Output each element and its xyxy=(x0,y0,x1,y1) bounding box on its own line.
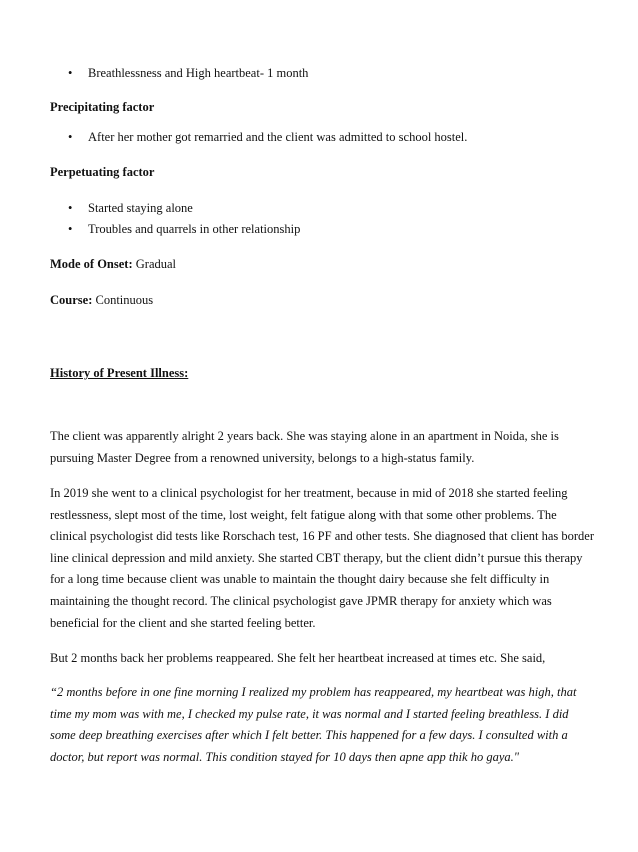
course-label: Course: xyxy=(50,293,93,307)
mode-of-onset xyxy=(50,256,594,272)
paragraph: In 2019 she went to a clinical psychologist for her treatment, because in mid of 2018 she started feeling restlessness, slept most of the time, lost weight, felt fatigue along with that some other problems. The clinical psychologist did tests like Rorschach test, 16 PF and other tests. She diagnosed that client has border line clinical depression and mild anxiety. She started CBT therapy, but the client didn’t pursue this therapy for a long time because client was unable to maintain the thought dairy because she felt difficulty in maintaining the thought record. The clinical psychologist gave JPMR therapy for anxiety which was beneficial for the client and she started feeling better. xyxy=(50,486,595,630)
history-title: History of Present Illness: xyxy=(50,366,189,380)
list-item xyxy=(68,65,594,81)
paragraph: The client was apparently alright 2 years back. She was staying alone in an apartment in Noida, she is pursuing Master Degree from a renowned university, belongs to a high-status family. xyxy=(50,429,559,465)
bullet-text: After her mother got remarried and the client was admitted to school hostel. xyxy=(88,130,468,144)
list-item xyxy=(68,129,594,145)
bullet-icon: • xyxy=(68,222,73,236)
patient-quote: “2 months before in one fine morning I realized my problem has reappeared, my heartbeat was high, that time my mom was with me, I checked my pulse rate, it was normal and I started feeling breathless. I did some deep breathing exercises after which I felt better. This happened for a few days. I consulted with a doctor, but report was normal. This condition stayed for 10 days then apne app thik ho gaya." xyxy=(50,685,577,764)
bullet-icon: • xyxy=(68,201,73,215)
bullet-text: Started staying alone xyxy=(88,201,193,215)
perpetuating-heading: Perpetuating factor xyxy=(50,165,155,179)
bullet-text: Troubles and quarrels in other relationship xyxy=(88,222,301,236)
list-item xyxy=(68,221,594,237)
bullet-icon: • xyxy=(68,130,73,144)
paragraph: But 2 months back her problems reappeared. She felt her heartbeat increased at times etc. She said, xyxy=(50,651,546,665)
bullet-text: Breathlessness and High heartbeat- 1 month xyxy=(88,66,309,80)
course-value: Continuous xyxy=(95,293,154,307)
mode-of-onset-value: Gradual xyxy=(135,257,177,271)
list-item xyxy=(68,200,594,216)
course xyxy=(50,292,594,308)
bullet-icon: • xyxy=(68,66,73,80)
mode-of-onset-label: Mode of Onset: xyxy=(50,257,133,271)
precipitating-heading: Precipitating factor xyxy=(50,100,155,114)
